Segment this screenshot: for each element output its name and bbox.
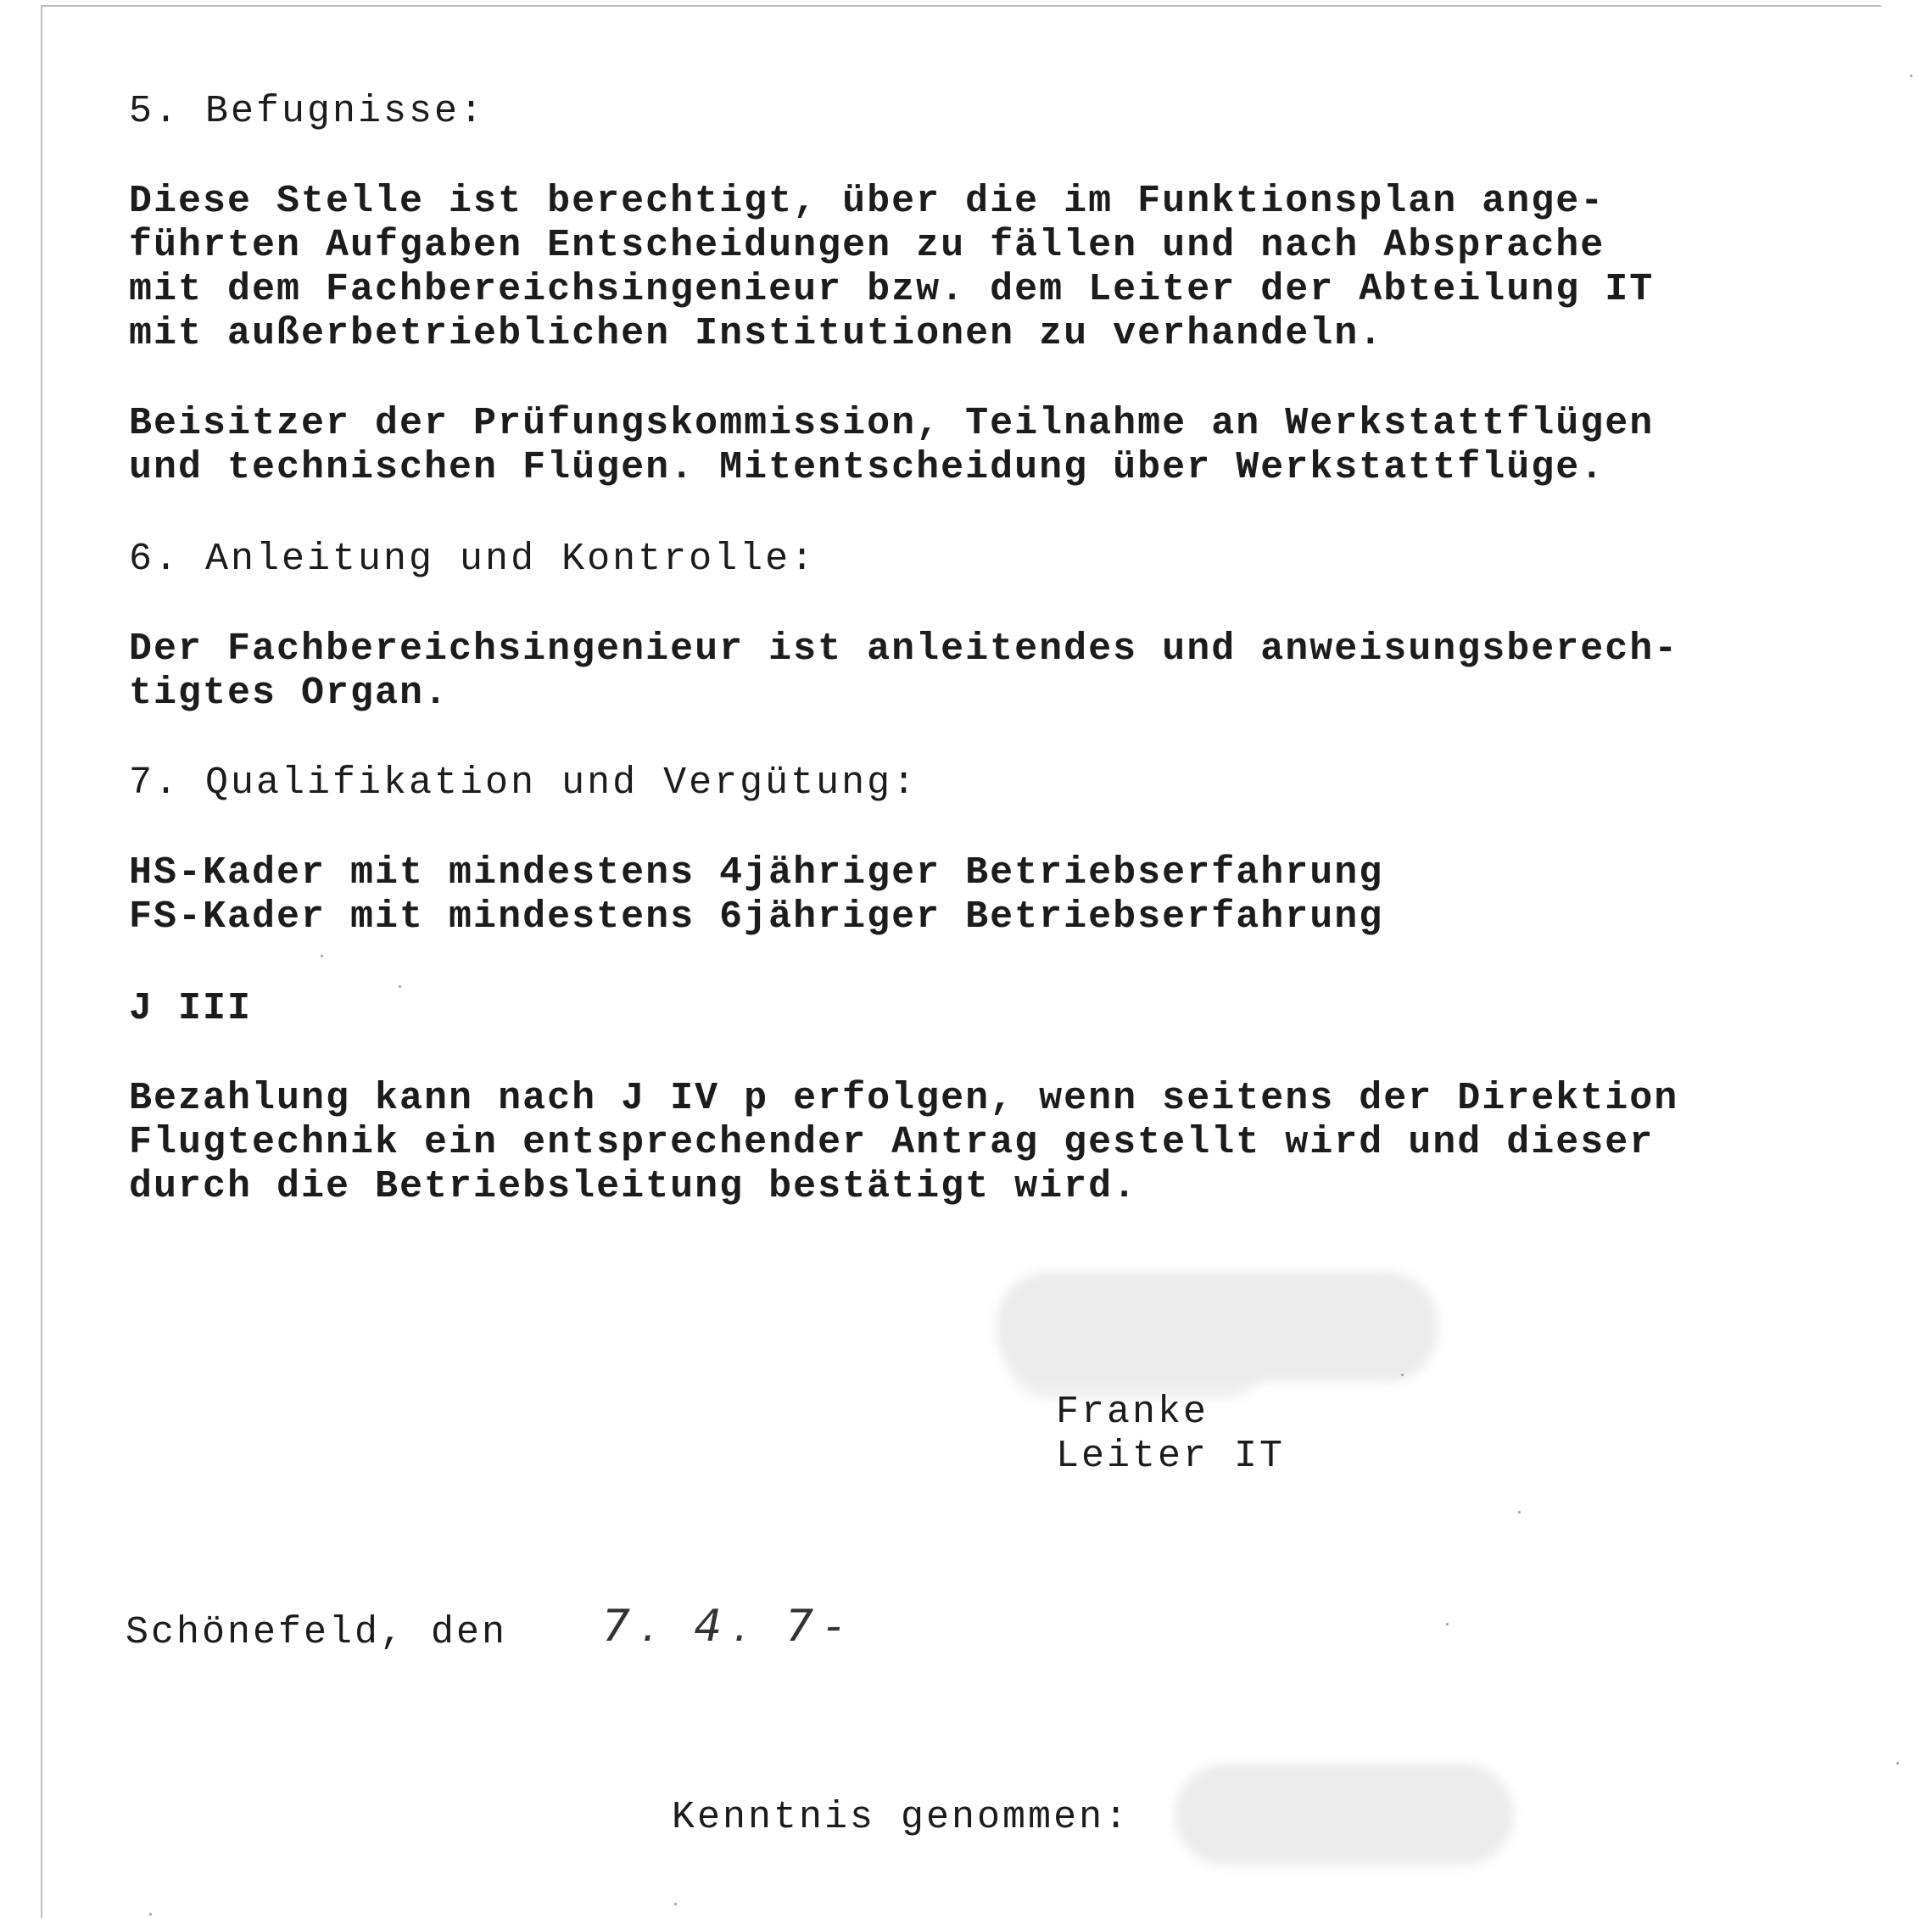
section-5-para1-line1: Diese Stelle ist berechtigt, über die im Funktionsplan ange- [129, 180, 1605, 223]
section-6-para1-line2: tigtes Organ. [129, 672, 449, 715]
section-7-para2-line1: Bezahlung kann nach J IV p erfolgen, wenn seitens der Direktion [129, 1077, 1679, 1120]
section-7-para2-line2: Flugtechnik ein entsprechender Antrag gestellt wird und dieser [129, 1121, 1655, 1164]
section-7-heading: 7. Qualifikation und Vergütung: [129, 761, 919, 805]
scan-speck [674, 1903, 677, 1905]
page-edge-left [41, 5, 42, 1918]
acknowledged-label: Kenntnis genommen: [672, 1796, 1131, 1839]
section-7-para2-line3: durch die Betriebsleitung bestätigt wird. [129, 1165, 1138, 1208]
signer-title: Leiter IT [1056, 1435, 1286, 1478]
scan-speck [1446, 1623, 1449, 1625]
redacted-signature-tail [1009, 1323, 1264, 1399]
section-5-heading: 5. Befugnisse: [129, 90, 486, 133]
section-7-para1-line2: FS-Kader mit mindestens 6jähriger Betriebserfahrung [129, 895, 1384, 939]
scan-speck [149, 1913, 152, 1915]
section-5-para2-line1: Beisitzer der Prüfungskommission, Teilnahme an Werkstattflügen [129, 402, 1655, 445]
section-7-para1-line1: HS-Kader mit mindestens 4jähriger Betriebserfahrung [129, 851, 1384, 895]
signer-name: Franke [1056, 1391, 1209, 1434]
scan-speck [321, 955, 323, 957]
section-5-para1-line3: mit dem Fachbereichsingenieur bzw. dem Leiter der Abteilung IT [129, 268, 1655, 311]
scan-speck [1401, 1374, 1404, 1376]
scan-speck [1518, 1511, 1521, 1514]
redacted-acknowledgement-signature [1175, 1764, 1514, 1865]
place-date-label: Schönefeld, den [126, 1611, 508, 1654]
section-5-para1-line2: führten Aufgaben Entscheidungen zu fällen und nach Absprache [129, 224, 1605, 267]
section-5-para2-line2: und technischen Flügen. Mitentscheidung über Werkstattflüge. [129, 446, 1605, 489]
scan-speck [399, 985, 401, 988]
section-6-para1-line1: Der Fachbereichsingenieur ist anleitendes und anweisungsberech- [129, 627, 1679, 671]
section-7-grade: J III [129, 987, 253, 1030]
scan-speck [1910, 75, 1912, 77]
handwritten-date: 7. 4. 7- [602, 1601, 854, 1652]
section-5-para1-line4: mit außerbetrieblichen Institutionen zu verhandeln. [129, 312, 1384, 355]
page-edge-top [41, 5, 1881, 7]
section-6-heading: 6. Anleitung und Kontrolle: [129, 538, 817, 581]
scan-speck [1896, 1762, 1899, 1765]
